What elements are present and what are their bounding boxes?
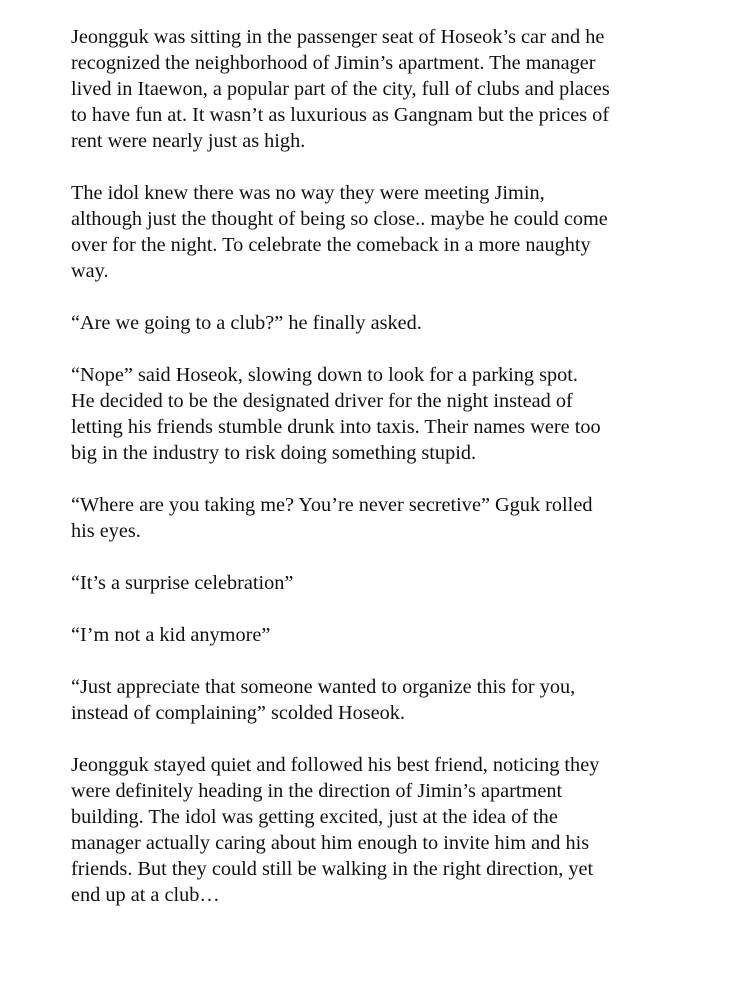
text-line: recognized the neighborhood of Jimin’s apartment. The manager <box>71 52 596 74</box>
paragraph-2 <box>71 180 708 284</box>
text-line: “Where are you taking me? You’re never secretive” Gguk rolled <box>71 494 593 516</box>
text-line: “Are we going to a club?” he finally asked. <box>71 312 422 334</box>
text-line: letting his friends stumble drunk into taxis. Their names were too <box>71 416 601 438</box>
paragraph-8 <box>71 674 708 726</box>
text-line: He decided to be the designated driver for the night instead of <box>71 390 573 412</box>
text-line: “Nope” said Hoseok, slowing down to look for a parking spot. <box>71 364 578 386</box>
text-line: over for the night. To celebrate the comeback in a more naughty <box>71 234 591 256</box>
text-line: big in the industry to risk doing something stupid. <box>71 442 477 464</box>
text-line: his eyes. <box>71 520 141 542</box>
text-line: although just the thought of being so close.. maybe he could come <box>71 208 608 230</box>
text-line: manager actually caring about him enough to invite him and his <box>71 832 590 854</box>
text-line: were definitely heading in the direction of Jimin’s apartment <box>71 780 563 802</box>
paragraph-7 <box>71 622 708 648</box>
text-line: “I’m not a kid anymore” <box>71 624 271 646</box>
text-line: building. The idol was getting excited, just at the idea of the <box>71 806 558 828</box>
paragraph-6 <box>71 570 708 596</box>
text-line: way. <box>71 260 109 282</box>
paragraph-1 <box>71 24 708 154</box>
paragraph-4 <box>71 362 708 466</box>
text-line: to have fun at. It wasn’t as luxurious as Gangnam but the prices of <box>71 104 610 126</box>
text-line: lived in Itaewon, a popular part of the city, full of clubs and places <box>71 78 610 100</box>
paragraph-5 <box>71 492 708 544</box>
text-line: rent were nearly just as high. <box>71 130 306 152</box>
text-line: “Just appreciate that someone wanted to organize this for you, <box>71 676 576 698</box>
paragraph-9 <box>71 752 708 908</box>
text-line: Jeongguk stayed quiet and followed his best friend, noticing they <box>71 754 600 776</box>
text-line: “It’s a surprise celebration” <box>71 572 294 594</box>
text-line: The idol knew there was no way they were meeting Jimin, <box>71 182 545 204</box>
text-line: Jeongguk was sitting in the passenger seat of Hoseok’s car and he <box>71 26 605 48</box>
text-line: instead of complaining” scolded Hoseok. <box>71 702 405 724</box>
text-line: end up at a club… <box>71 884 220 906</box>
text-line: friends. But they could still be walking in the right direction, yet <box>71 858 594 880</box>
paragraph-3 <box>71 310 708 336</box>
